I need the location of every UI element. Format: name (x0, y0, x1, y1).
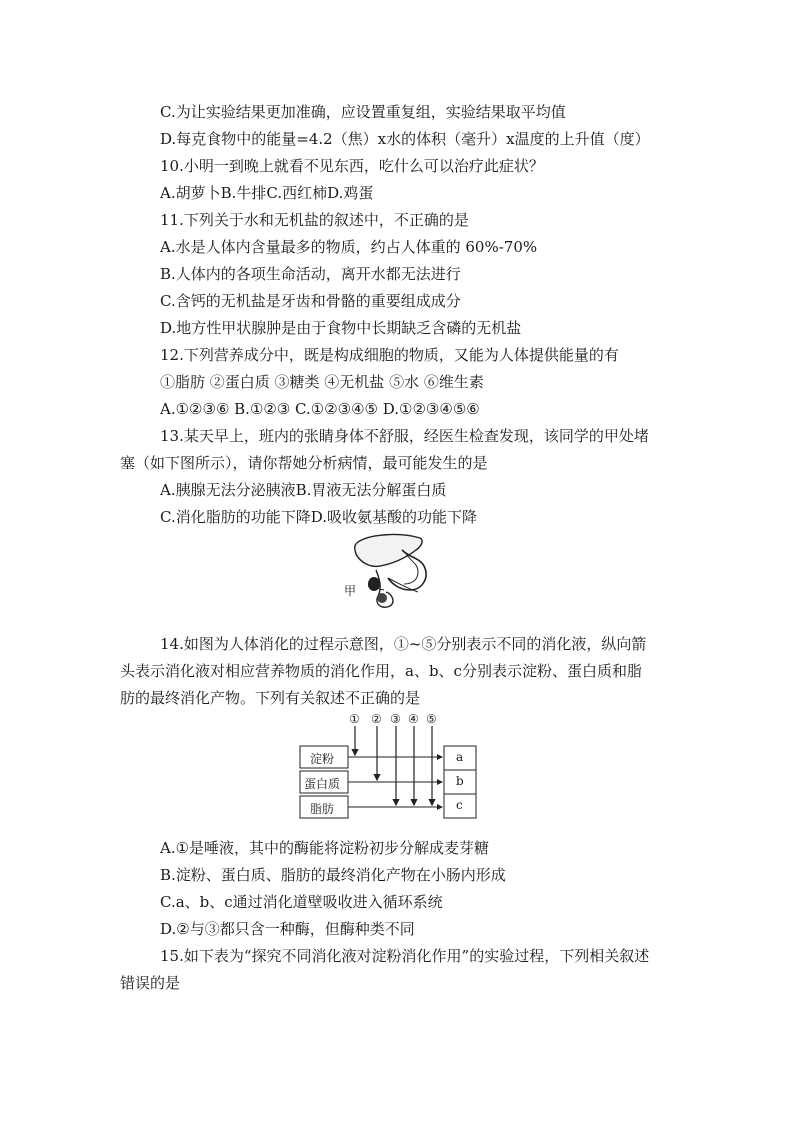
q14-option-a: A.①是唾液，其中的酶能将淀粉初步分解成麦芽糖 (160, 839, 490, 857)
digestive-juice-label-3: ③ (390, 712, 401, 726)
q11-option-b: B.人体内的各项生命活动，离开水都无法进行 (160, 265, 461, 283)
q12-stem: 12.下列营养成分中，既是构成细胞的物质，又能为人体提供能量的有 (160, 346, 619, 364)
q14-option-d: D.②与③都只含一种酶，但酶种类不同 (160, 920, 415, 938)
q14-option-c: C.a、b、c通过消化道壁吸收进入循环系统 (160, 893, 443, 911)
q11-option-a: A.水是人体内含量最多的物质，约占人体重的 60%-70% (160, 238, 538, 256)
digestive-juice-label-2: ② (371, 712, 382, 726)
product-label-b: b (456, 774, 464, 788)
q10-stem: 10.小明一到晚上就看不见东西，吃什么可以治疗此症状？ (160, 157, 544, 175)
q9-option-c: C.为让实验结果更加准确，应设置重复组，实验结果取平均值 (160, 103, 566, 121)
q14-stem-cont1: 头表示消化液对相应营养物质的消化作用，a、b、c分别表示淀粉、蛋白质和脂 (120, 662, 642, 680)
digestion-process-diagram (298, 712, 478, 824)
figure1-label-jia: 甲 (344, 584, 357, 598)
digestive-organ-figure (340, 528, 445, 616)
nutrient-label-fat: 脂肪 (310, 802, 335, 816)
digestive-juice-label-4: ④ (408, 712, 419, 726)
digestive-juice-label-1: ① (349, 712, 360, 726)
q11-stem: 11.下列关于水和无机盐的叙述中，不正确的是 (160, 211, 469, 229)
q13-stem-cont: 塞（如下图所示），请你帮她分析病情，最可能发生的是 (120, 454, 488, 472)
q13-options-cd: C.消化脂肪的功能下降D.吸收氨基酸的功能下降 (160, 508, 477, 526)
q10-options: A.胡萝卜B.牛排C.西红柿D.鸡蛋 (160, 184, 374, 202)
nutrient-label-starch: 淀粉 (310, 752, 335, 766)
nutrient-label-protein: 蛋白质 (304, 777, 341, 791)
product-label-c: c (456, 798, 463, 812)
q11-option-c: C.含钙的无机盐是牙齿和骨骼的重要组成成分 (160, 292, 461, 310)
q14-stem-cont2: 肪的最终消化产物。下列有关叙述不正确的是 (120, 689, 421, 707)
q12-options: A.①②③⑥ B.①②③ C.①②③④⑤ D.①②③④⑤⑥ (160, 400, 480, 418)
q15-stem: 15.如下表为“探究不同消化液对淀粉消化作用”的实验过程，下列相关叙述 (160, 947, 650, 965)
q12-items: ①脂肪 ②蛋白质 ③糖类 ④无机盐 ⑤水 ⑥维生素 (160, 373, 484, 391)
q13-stem: 13.某天早上，班内的张睛身体不舒服，经医生检查发现，该同学的甲处堵 (160, 427, 649, 445)
q11-option-d: D.地方性甲状腺肿是由于食物中长期缺乏含磷的无机盐 (160, 319, 522, 337)
q15-stem-cont: 错误的是 (120, 974, 181, 992)
q14-stem: 14.如图为人体消化的过程示意图，①~⑤分别表示不同的消化液，纵向箭 (160, 635, 647, 653)
digestive-juice-label-5: ⑤ (426, 712, 437, 726)
product-label-a: a (456, 750, 464, 764)
q14-option-b: B.淀粉、蛋白质、脂肪的最终消化产物在小肠内形成 (160, 866, 506, 884)
q9-option-d: D.每克食物中的能量=4.2（焦）x水的体积（毫升）x温度的上升值（度） (160, 130, 650, 148)
q13-options-ab: A.胰腺无法分泌胰液B.胃液无法分解蛋白质 (160, 481, 447, 499)
digestive-organ-drawing (340, 528, 445, 616)
